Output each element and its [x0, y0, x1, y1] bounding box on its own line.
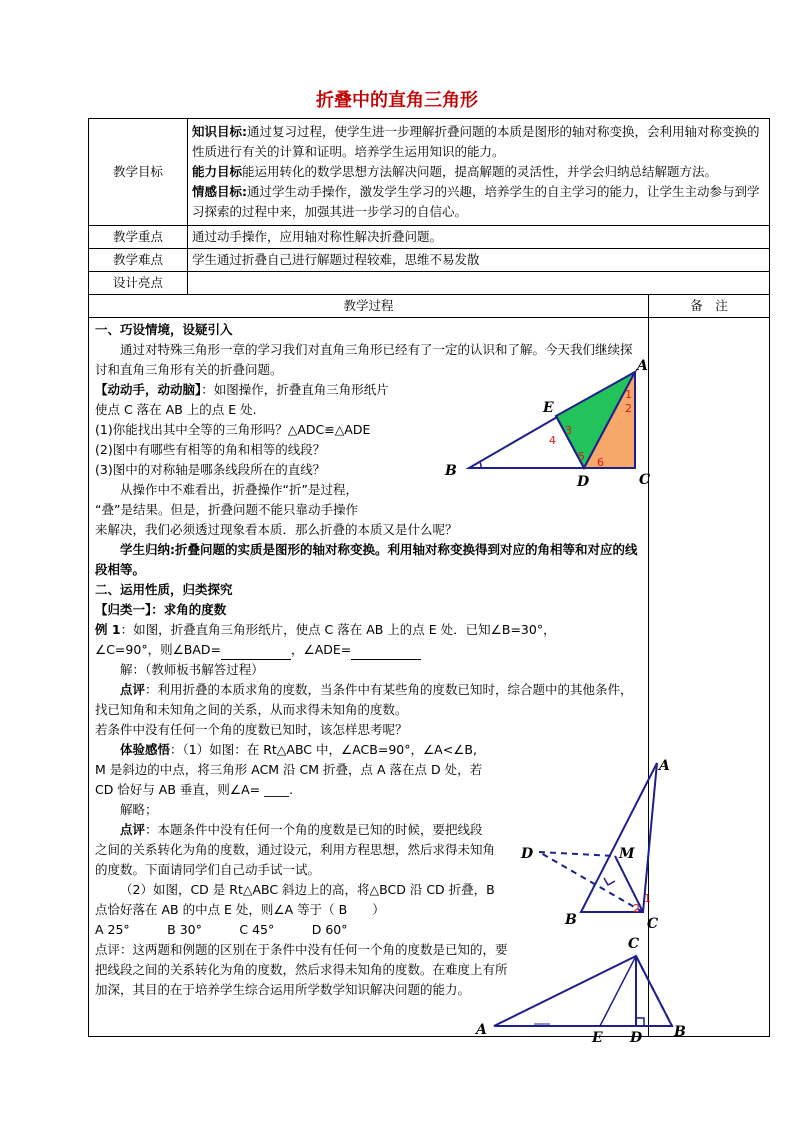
- fig1-label-c: C: [639, 472, 651, 488]
- comment1-head: 点评: [120, 682, 146, 697]
- knowledge-text: 通过复习过程，使学生进一步理解折叠问题的本质是图形的轴对称变换，会利用轴对称变换的性质进行有关的计算和证明。培养学生运用知识的能力。: [192, 124, 760, 159]
- question-2: (2)图中有哪些有相等的角和相等的线段？: [95, 442, 326, 457]
- example1-head: 例 1: [95, 622, 121, 637]
- fig2-label-d: D: [521, 846, 534, 862]
- process-header-row: [89, 295, 770, 318]
- experience-2: （2）如图，CD 是 Rt△ABC 斜边上的高，将△BCD 沿 CD 折叠，B 点恰好落在 AB 的中点 E 处，则∠A 等于（ B ）: [95, 882, 495, 917]
- ability-head: 能力目标: [192, 164, 243, 179]
- key-point-text: 通过动手操作，应用轴对称性解决折叠问题。: [188, 226, 770, 249]
- solution: 解：（教师板书解答过程）: [120, 662, 264, 677]
- example1-text2b: ，∠ADE=: [291, 642, 352, 657]
- objectives-label: 教学目标: [89, 119, 188, 226]
- experience-1b: M 是斜边的中点，将三角形 ACM 沿 CM 折叠，点 A 落在点 D 处，若: [95, 762, 483, 777]
- brief-solution: 解略；: [120, 802, 158, 817]
- comment2-head: 点评: [120, 822, 146, 837]
- process-content: [89, 318, 686, 1046]
- fig2-label-b: B: [565, 912, 577, 928]
- figure-folding-triangle: [439, 358, 669, 498]
- follow-question: 若条件中没有任何一个角的度数已知时，该怎样思考呢？: [95, 722, 408, 737]
- fig1-angle-2: 2: [625, 402, 632, 415]
- lesson-plan-table: [88, 118, 770, 1046]
- fig1-angle-3: 3: [565, 424, 572, 437]
- activity-head: 【动动手，动动脑】: [95, 382, 202, 397]
- highlight-row: [89, 272, 770, 295]
- comment1: ：利用折叠的本质求角的度数，当条件中有某些角的度数已知时，综合题中的其他条件，找已知角和未知角之间的关系，从而求得未知角的度数。: [95, 682, 633, 717]
- section1-heading: 一、巧设情境，设疑引入: [95, 322, 233, 337]
- emotion-text: 通过学生动手操作，激发学生学习的兴趣，培养学生的自主学习的能力，让学生主动参与到学习探索的过程中来，加强其进一步学习的自信心。: [192, 184, 760, 219]
- fig3-label-d: D: [630, 1030, 643, 1046]
- objectives-row: [89, 119, 770, 226]
- category-text: ：求角的度数: [151, 602, 227, 617]
- fig1-label-b: B: [445, 463, 457, 479]
- comment3: ：这两题和例题的区别在于条件中没有任何一个角的度数是已知的，要把线段之间的关系转化为角的度数，然后求得未知角的度数。在难度上有所加深，其目的在于培养学生综合运用所学数学知识解决问题的能力。: [95, 942, 508, 997]
- activity-text2: 使点 C 落在 AB 上的点 E 处.: [95, 402, 257, 417]
- difficulty-row: [89, 249, 770, 272]
- notes-header: 备 注: [649, 295, 770, 318]
- difficulty-label: 教学难点: [89, 249, 188, 272]
- highlight-label: 设计亮点: [89, 272, 188, 295]
- fig1-label-e: E: [543, 400, 554, 416]
- ability-text: 能运用转化的数学思想方法解决问题，提高解题的灵活性，并学会归纳总结解题方法。: [242, 164, 718, 179]
- comment3-head: 点评: [95, 942, 121, 957]
- key-point-label: 教学重点: [89, 226, 188, 249]
- knowledge-head: 知识目标:: [192, 124, 247, 139]
- question-1: (1)你能找出其中全等的三角形吗？△ADC≌△ADE: [95, 422, 371, 437]
- page-title: 折叠中的直角三角形: [316, 90, 478, 111]
- figure-altitude-fold: [474, 938, 694, 1048]
- fig1-angle-1: 1: [625, 388, 632, 401]
- conclusion-lead: 学生归纳:: [120, 542, 175, 557]
- fig1-angle-4: 4: [549, 434, 556, 447]
- fig1-angle-6: 6: [597, 456, 604, 469]
- fig2-angle-2: 2: [633, 902, 640, 915]
- fig3-label-c: C: [628, 936, 640, 952]
- fig1-label-a: A: [637, 358, 648, 374]
- options: A 25° B 30° C 45° D 60°: [95, 922, 348, 937]
- answer-blank-2[interactable]: [351, 647, 421, 660]
- experience-1: ：（1）如图：在 Rt△ABC 中，∠ACB=90°，∠A<∠B,: [170, 742, 477, 757]
- objectives-content: [188, 119, 770, 226]
- question-3: (3)图中的对称轴是哪条线段所在的直线？: [95, 462, 326, 477]
- fig1-label-d: D: [577, 474, 590, 490]
- fig3-label-b: B: [674, 1024, 686, 1040]
- difficulty-text: 学生通过折叠自己进行解题过程较难，思维不易发散: [188, 249, 770, 272]
- fig3-label-a: A: [476, 1022, 487, 1038]
- key-point-row: [89, 226, 770, 249]
- process-row: [89, 318, 770, 1037]
- activity-text: ：如图操作，折叠直角三角形纸片: [201, 382, 389, 397]
- emotion-head: 情感目标:: [192, 184, 247, 199]
- conclusion: 折叠问题的实质是图形的轴对称变换。利用轴对称变换得到对应的角相等和对应的线段相等。: [95, 542, 638, 577]
- fig2-label-a: A: [659, 758, 670, 774]
- fig2-label-c: C: [647, 916, 659, 932]
- answer-blank-1[interactable]: [221, 647, 291, 660]
- example1-text2a: ∠C=90°，则∠BAD=: [95, 642, 221, 657]
- experience-1c: CD 恰好与 AB 垂直，则∠A=: [95, 782, 261, 797]
- fig2-angle-1: 1: [644, 892, 651, 905]
- comment2: ：本题条件中没有任何一个角的度数是已知的时候，要把线段之间的关系转化为角的度数，通过设元，利用方程思想，然后求得未知角的度数。下面请同学们自己动手试一试。: [95, 822, 496, 877]
- fig1-angle-5: 5: [578, 450, 585, 463]
- highlight-text: [188, 272, 770, 295]
- experience-1d: ____.: [264, 782, 294, 797]
- section1-intro: 通过对特殊三角形一章的学习我们对直角三角形已经有了一定的认识和了解。今天我们继续探讨和直角三角形有关的折叠问题。: [95, 342, 633, 377]
- fig2-label-m: M: [619, 846, 635, 862]
- fig3-label-e: E: [592, 1030, 603, 1046]
- section2-heading: 二、运用性质，归类探究: [95, 582, 233, 597]
- summary-2: “叠”是结果。但是，折叠问题不能只靠动手操作: [95, 502, 358, 517]
- example1-text: ：如图，折叠直角三角形纸片，使点 C 落在 AB 上的点 E 处．已知∠B=30°，: [120, 622, 556, 637]
- experience-head: 体验感悟: [120, 742, 171, 757]
- process-header: 教学过程: [89, 295, 649, 318]
- category-head: 【归类一】: [95, 602, 152, 617]
- summary-3: 来解决，我们必须透过现象看本质．那么折叠的本质又是什么呢？: [95, 522, 458, 537]
- summary-1: 从操作中不难看出，折叠操作“折”是过程，: [120, 482, 358, 497]
- figure-fold-along-cm: [509, 758, 669, 938]
